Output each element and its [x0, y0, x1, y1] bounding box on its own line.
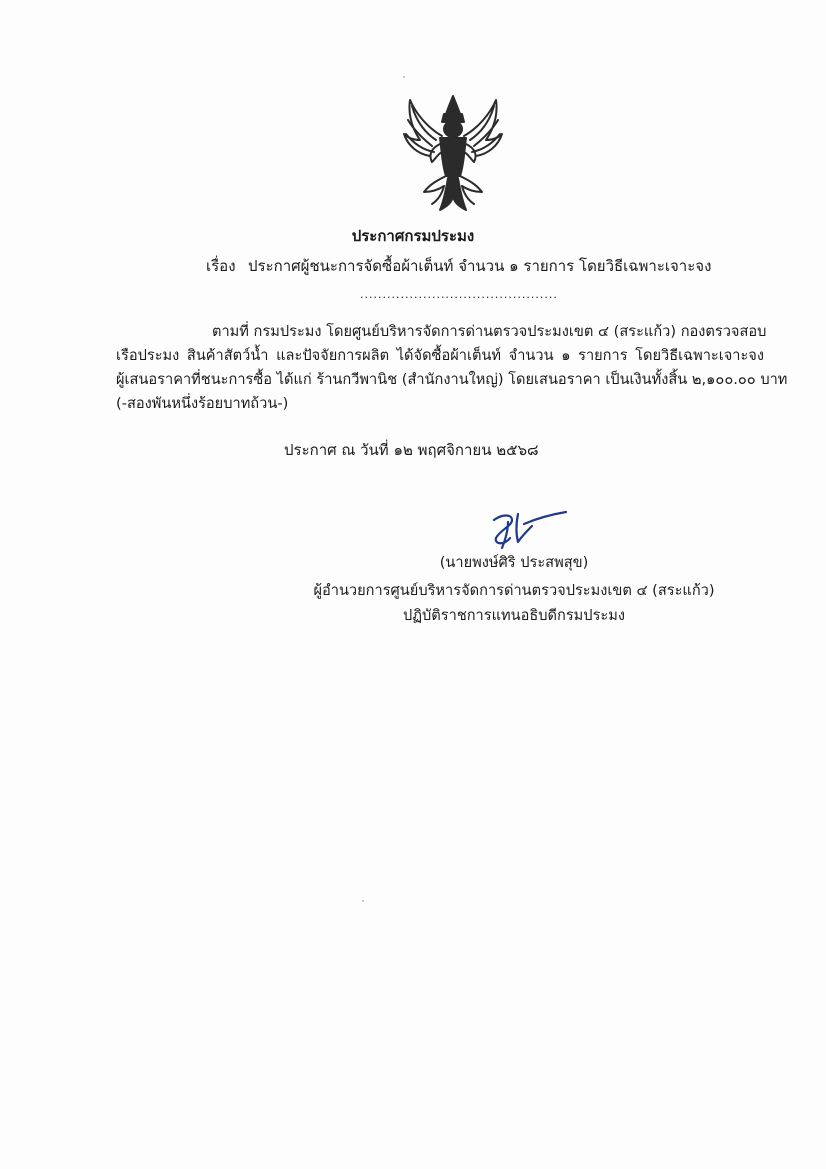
signer-name: (นายพงษ์ศิริ ประสพสุข) — [439, 554, 589, 571]
separator-dots: ............................................ — [360, 288, 558, 301]
body-line: ผู้เสนอราคาที่ชนะการซื้อ ได้แก่ ร้านกวีพานิช (สำนักงานใหญ่) โดยเสนอราคา เป็นเงินทั้งสิ้น ๒,๑๐๐.๐๐ บาท — [116, 371, 788, 388]
signature-mark — [478, 508, 570, 552]
body-line: เรือประมง สินค้าสัตว์น้ำ และปัจจัยการผลิต ได้จัดซื้อผ้าเต็นท์ จำนวน ๑ รายการ โดยวิธีเฉพาะเจาะจง — [116, 347, 764, 364]
scan-speck — [403, 76, 405, 78]
subject-line — [206, 256, 711, 276]
scan-speck — [362, 900, 364, 902]
body-line: (-สองพันหนึ่งร้อยบาทถ้วน-) — [116, 395, 289, 412]
signer-position: ผู้อำนวยการศูนย์บริหารจัดการด่านตรวจประมงเขต ๔ (สระแก้ว) — [313, 582, 715, 599]
body-line: ตามที่ กรมประมง โดยศูนย์บริหารจัดการด่านตรวจประมงเขต ๔ (สระแก้ว) กองตรวจสอบ — [212, 323, 767, 340]
subject-text: ประกาศผู้ชนะการจัดซื้อผ้าเต็นท์ จำนวน ๑ รายการ โดยวิธีเฉพาะเจาะจง — [248, 257, 712, 275]
signer-acting-position: ปฏิบัติราชการแทนอธิบดีกรมประมง — [402, 607, 625, 624]
subject-label: เรื่อง — [206, 257, 236, 275]
document-title: ประกาศกรมประมง — [351, 227, 475, 245]
body-paragraph — [116, 320, 788, 416]
announcement-date: ประกาศ ณ วันที่ ๑๒ พฤศจิกายน ๒๕๖๘ — [284, 441, 539, 459]
garuda-emblem-icon — [398, 92, 508, 214]
